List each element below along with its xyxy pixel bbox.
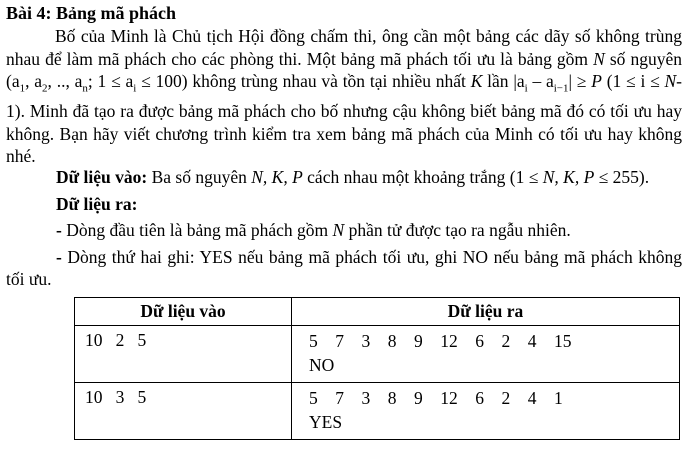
input-spec <box>56 166 649 188</box>
output-line-1: - Dòng đầu tiên là bảng mã phách gồm N phần tử được tạo ra ngẫu nhiên. <box>56 220 571 240</box>
input-label: Dữ liệu vào: <box>56 167 148 187</box>
row-input: 10 2 5 <box>75 326 292 383</box>
output-verdict: YES <box>309 412 343 432</box>
problem-description: Bố của Minh là Chủ tịch Hội đồng chấm thi, ông cần một bảng các dãy số không trùng nhau để làm mã phách cho các phòng thi. Một bảng mã phách tối ưu là bảng gồm N số nguyên ($a_1$, $a_2$, .., $a_n$; $1 \le a_i \le 100$) không trùng nhau và tồn tại nhiều nhất K lần $|a_i - a_{i-1}| \ge P$ (1 ≤ i ≤ N-1). Minh đã tạo ra được bảng mã phách cho bố nhưng cậu không biết bảng mã đó có tối ưu hay không. Bạn hãy viết chương trình kiểm tra xem bảng mã phách của Minh có tối ưu hay không nhé. <box>6 26 683 167</box>
input-text: Ba số nguyên N, K, P cách nhau một khoảng trắng (1 ≤ N, K, P ≤ 255). <box>151 167 650 187</box>
problem-title: Bài 4: Bảng mã phách <box>6 3 177 23</box>
output-label: Dữ liệu ra: <box>56 194 138 214</box>
output-verdict: NO <box>309 355 335 375</box>
table-header-row <box>75 298 680 326</box>
row-input: 10 3 5 <box>75 383 292 440</box>
output-sequence: 5 7 3 8 9 12 6 2 4 15 <box>309 331 572 351</box>
header-output: Dữ liệu ra <box>292 298 680 326</box>
row-output <box>292 326 680 383</box>
header-input: Dữ liệu vào <box>75 298 292 326</box>
examples-table <box>74 297 680 440</box>
output-line-2: - Dòng thứ hai ghi: YES nếu bảng mã phách tối ưu, ghi NO nếu bảng mã phách không tối ưu. <box>6 247 682 289</box>
output-sequence: 5 7 3 8 9 12 6 2 4 1 <box>309 388 563 408</box>
table-row <box>75 326 680 383</box>
table-row <box>75 383 680 440</box>
row-output <box>292 383 680 440</box>
